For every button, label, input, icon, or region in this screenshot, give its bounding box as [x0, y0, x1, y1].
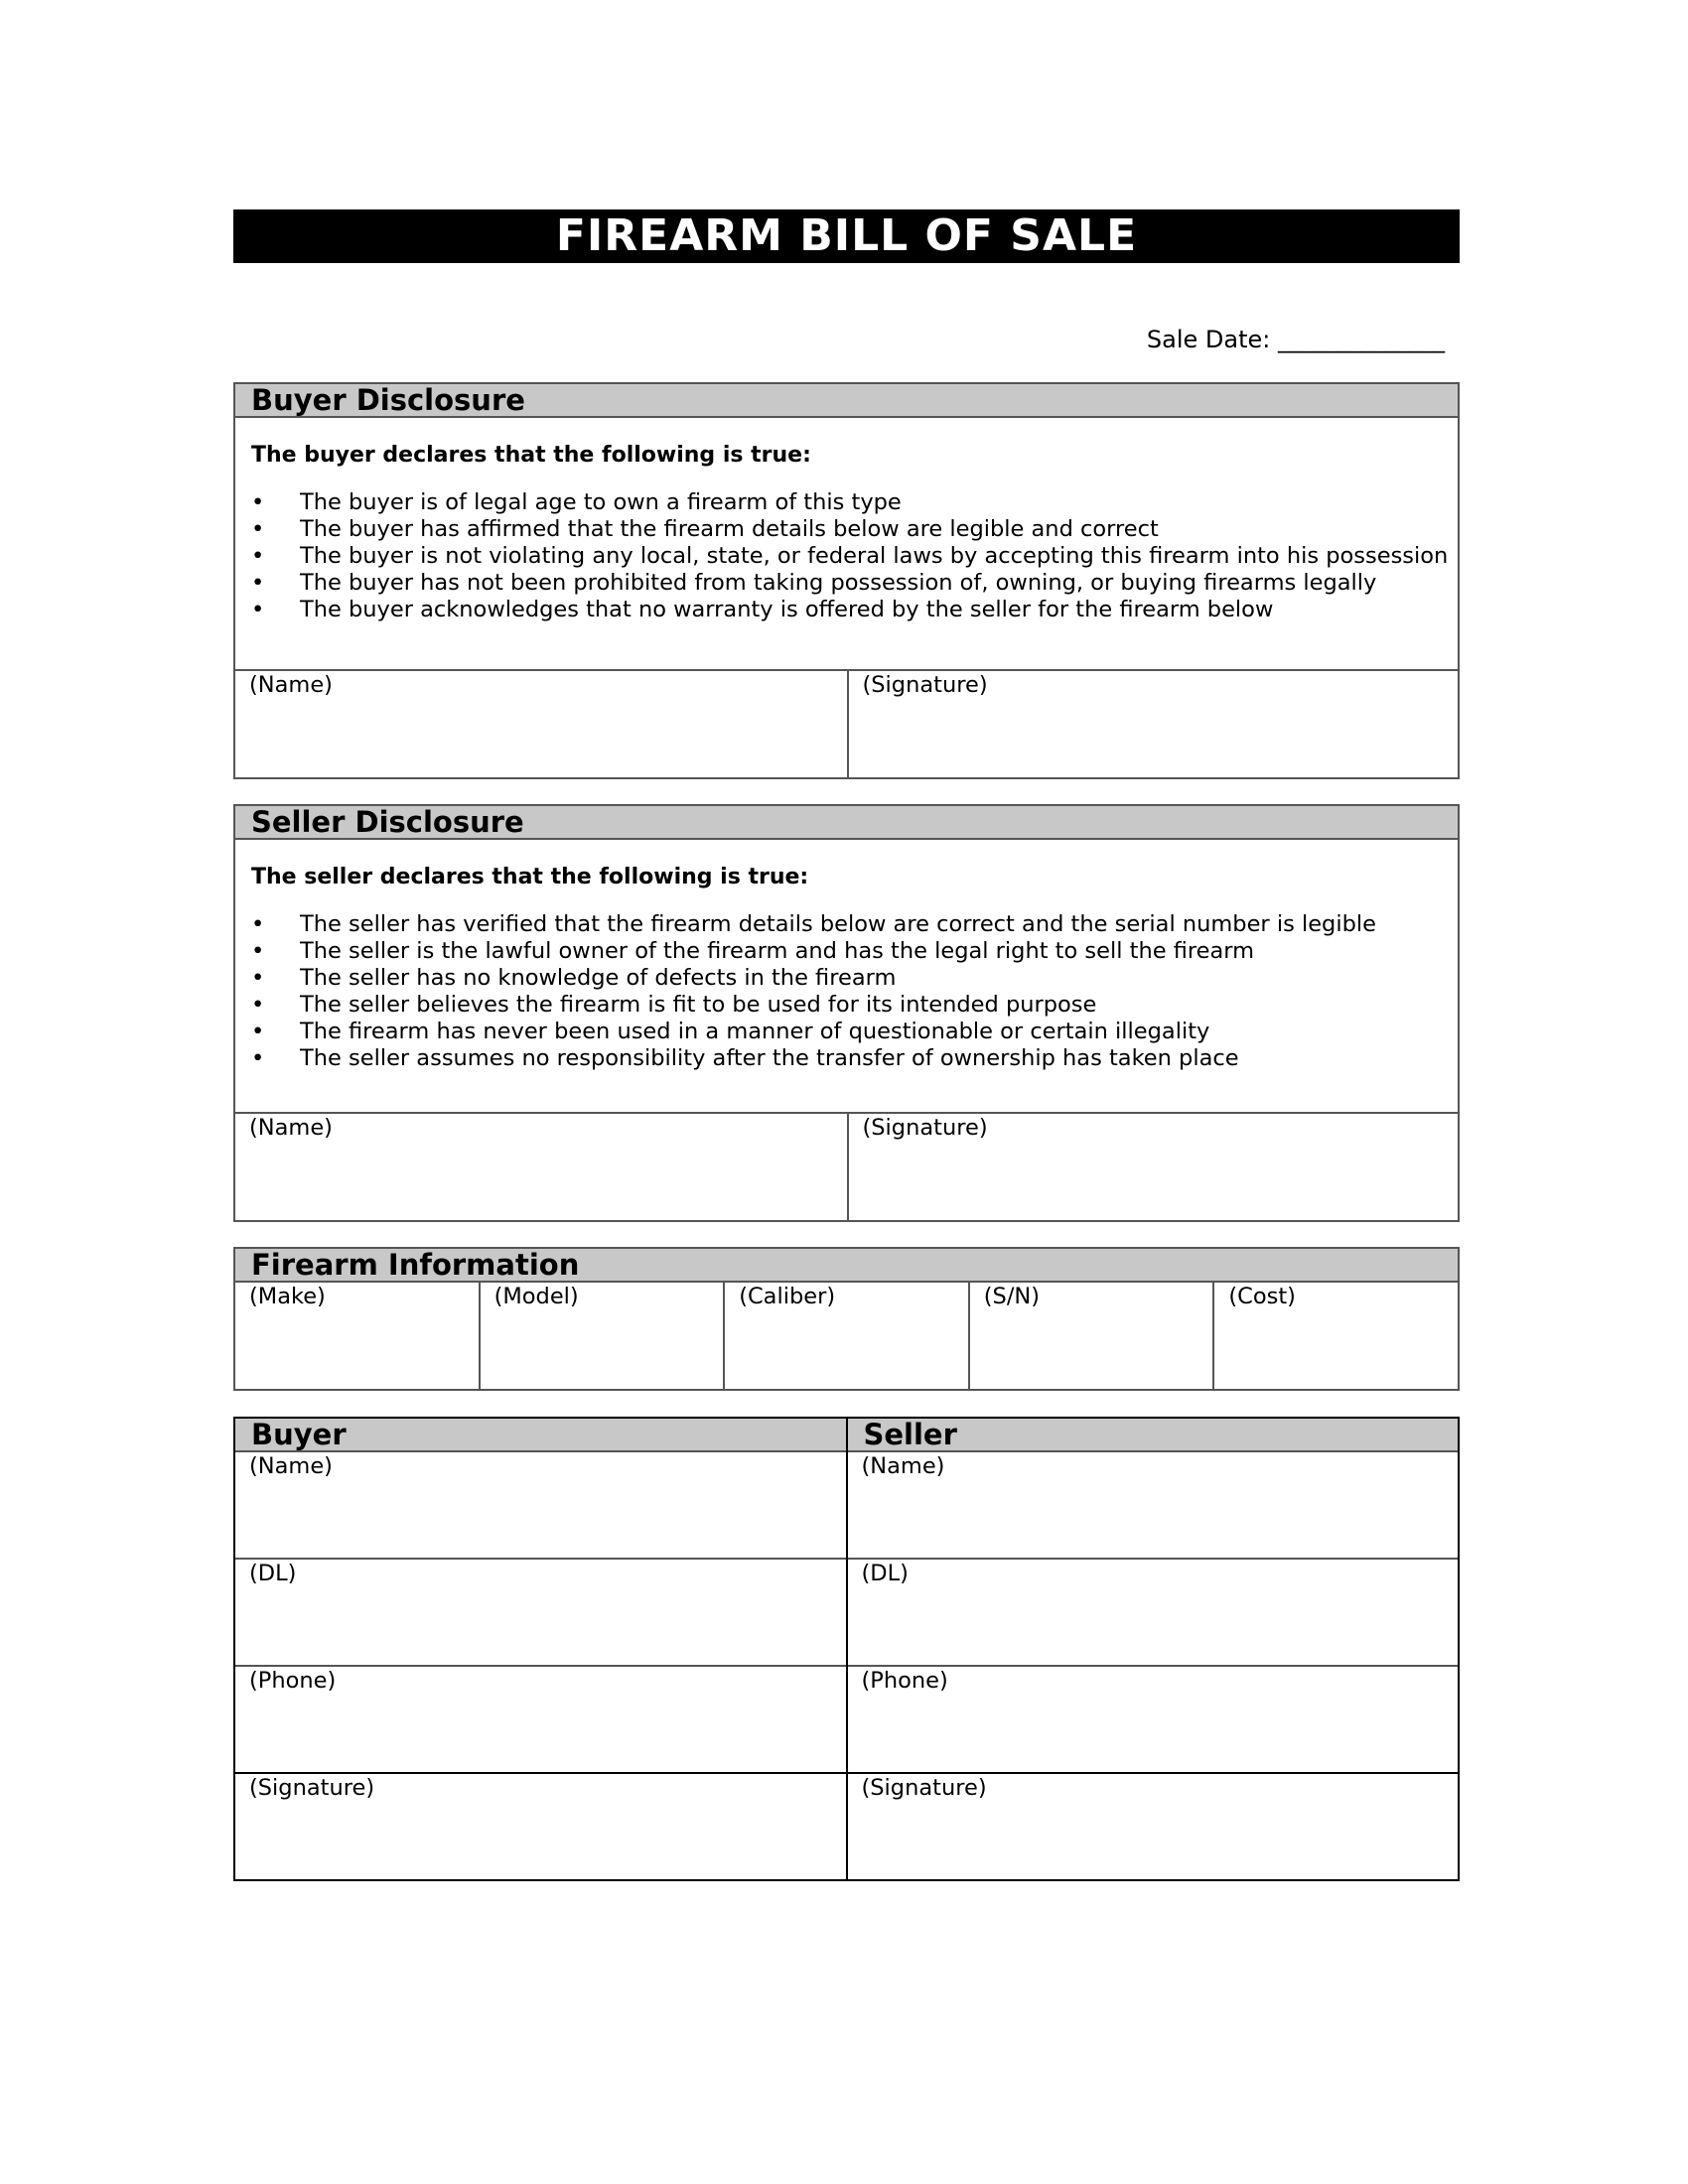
list-item: • The firearm has never been used in a manner of questionable or certain illegality	[235, 1019, 1458, 1045]
seller-heading: Seller	[848, 1419, 1459, 1452]
list-item: • The seller believes the firearm is fit to be used for its intended purpose	[235, 992, 1458, 1019]
buyer-declaration: The buyer declares that the following is true:	[251, 443, 811, 468]
document-title: FIREARM BILL OF SALE	[233, 209, 1460, 263]
seller-signature-field[interactable]: (Signature)	[848, 1772, 1459, 1879]
buyer-disclosure-signature-field[interactable]: (Signature)	[847, 671, 1459, 777]
list-item: • The buyer is not violating any local, state, or federal laws by accepting this firearm into his possession	[235, 543, 1458, 570]
firearm-information-row	[235, 1283, 1458, 1390]
firearm-cost-field[interactable]: (Cost)	[1212, 1283, 1458, 1390]
party-details-section	[233, 1417, 1460, 1881]
buyer-heading: Buyer	[235, 1419, 846, 1452]
seller-disclosure-signature-field[interactable]: (Signature)	[847, 1114, 1459, 1220]
seller-name-field[interactable]: (Name)	[861, 1453, 945, 1479]
list-item: • The buyer has not been prohibited from taking possession of, owning, or buying firearms legally	[235, 570, 1458, 597]
seller-details-column	[846, 1419, 1459, 1879]
seller-disclosure-heading: Seller Disclosure	[235, 806, 1458, 840]
list-item: • The buyer has affirmed that the firearm details below are legible and correct	[235, 516, 1458, 543]
sale-date-field[interactable]: Sale Date: ______________	[1146, 326, 1445, 353]
firearm-information-heading: Firearm Information	[235, 1249, 1458, 1283]
list-item: • The seller assumes no responsibility after the transfer of ownership has taken place	[235, 1045, 1458, 1072]
list-item: • The seller has verified that the firearm details below are correct and the serial number is legible	[235, 911, 1458, 938]
buyer-disclosure-name-field[interactable]: (Name)	[249, 672, 333, 698]
firearm-make-field[interactable]: (Make)	[249, 1284, 326, 1309]
seller-disclosure-name-field[interactable]: (Name)	[249, 1115, 333, 1141]
firearm-serial-number-field[interactable]: (S/N)	[968, 1283, 1213, 1390]
seller-disclosure-signature-row	[235, 1112, 1458, 1220]
firearm-caliber-field[interactable]: (Caliber)	[723, 1283, 968, 1390]
list-item: • The buyer is of legal age to own a firearm of this type	[235, 489, 1458, 516]
seller-disclosure-section	[233, 804, 1460, 1222]
buyer-declaration-list	[235, 489, 1458, 623]
buyer-disclosure-heading: Buyer Disclosure	[235, 384, 1458, 418]
list-item: • The seller is the lawful owner of the firearm and has the legal right to sell the firearm	[235, 938, 1458, 965]
buyer-disclosure-signature-row	[235, 669, 1458, 777]
buyer-signature-field[interactable]: (Signature)	[235, 1772, 846, 1879]
list-item: • The buyer acknowledges that no warranty is offered by the seller for the firearm below	[235, 597, 1458, 623]
buyer-details-column	[235, 1419, 846, 1879]
firearm-model-field[interactable]: (Model)	[479, 1283, 724, 1390]
seller-declaration-list	[235, 911, 1458, 1072]
seller-dl-field[interactable]: (DL)	[848, 1558, 1459, 1665]
firearm-information-section	[233, 1247, 1460, 1391]
seller-declaration: The seller declares that the following is true:	[251, 865, 809, 889]
seller-phone-field[interactable]: (Phone)	[848, 1665, 1459, 1772]
buyer-disclosure-section	[233, 382, 1460, 779]
buyer-phone-field[interactable]: (Phone)	[235, 1665, 846, 1772]
list-item: • The seller has no knowledge of defects in the firearm	[235, 965, 1458, 992]
buyer-dl-field[interactable]: (DL)	[235, 1558, 846, 1665]
buyer-name-field[interactable]: (Name)	[249, 1453, 333, 1479]
